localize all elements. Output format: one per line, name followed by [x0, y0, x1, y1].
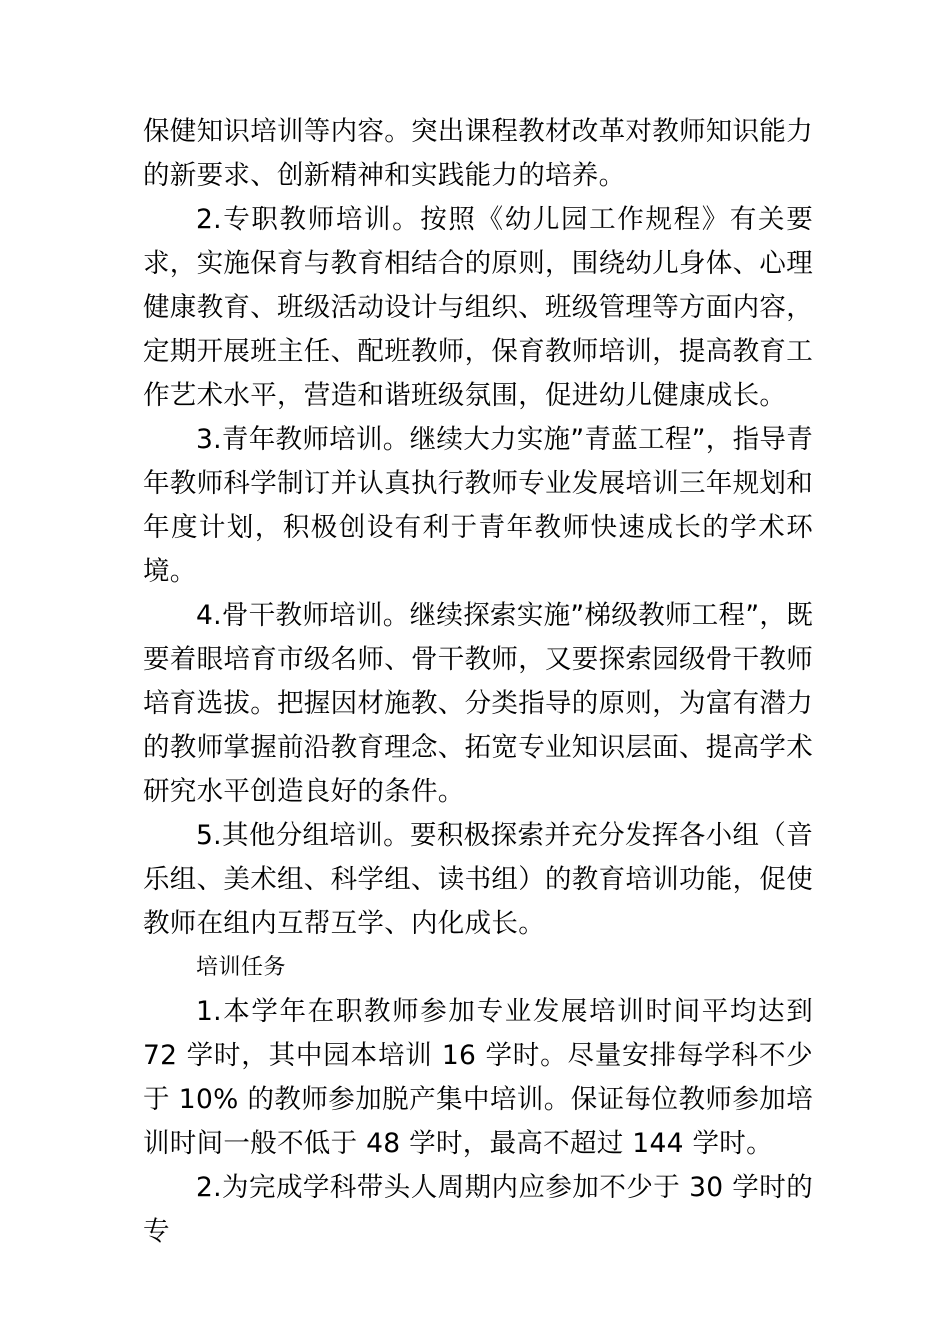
- paragraph-group-training: 5.其他分组培训。要积极探索并充分发挥各小组（音乐组、美术组、科学组、读书组）的教育培训功能，促使教师在组内互帮互学、内化成长。: [143, 820, 813, 939]
- paragraph-task-2: 2.为完成学科带头人周期内应参加不少于 30 学时的专: [143, 1172, 813, 1247]
- section-heading-training-tasks: 培训任务: [196, 955, 287, 980]
- document-page: [143, 110, 813, 1254]
- paragraph-fulltime-teacher-training: 2.专职教师培训。按照《幼儿园工作规程》有关要求，实施保育与教育相结合的原则，围绕幼儿身体、心理健康教育、班级活动设计与组织、班级管理等方面内容，定期开展班主任、配班教师，保育教师培训，提高教育工作艺术水平，营造和谐班级氛围，促进幼儿健康成长。: [143, 204, 813, 411]
- paragraph-task-1: 1.本学年在职教师参加专业发展培训时间平均达到 72 学时，其中园本培训 16 学时。尽量安排每学科不少于 10% 的教师参加脱产集中培训。保证每位教师参加培训时间一般不低于 48 学时，最高不超过 144 学时。: [143, 996, 813, 1159]
- paragraph-backbone-teacher-training: 4.骨干教师培训。继续探索实施”梯级教师工程”，既要着眼培育市级名师、骨干教师，又要探索园级骨干教师培育选拔。把握因材施教、分类指导的原则，为富有潜力的教师掌握前沿教育理念、拓宽专业知识层面、提高学术研究水平创造良好的条件。: [143, 600, 813, 807]
- paragraph-young-teacher-training: 3.青年教师培训。继续大力实施”青蓝工程”，指导青年教师科学制订并认真执行教师专业发展培训三年规划和年度计划，积极创设有利于青年教师快速成长的学术环境。: [143, 424, 813, 587]
- paragraph-continuation: 保健知识培训等内容。突出课程教材改革对教师知识能力的新要求、创新精神和实践能力的培养。: [143, 116, 813, 191]
